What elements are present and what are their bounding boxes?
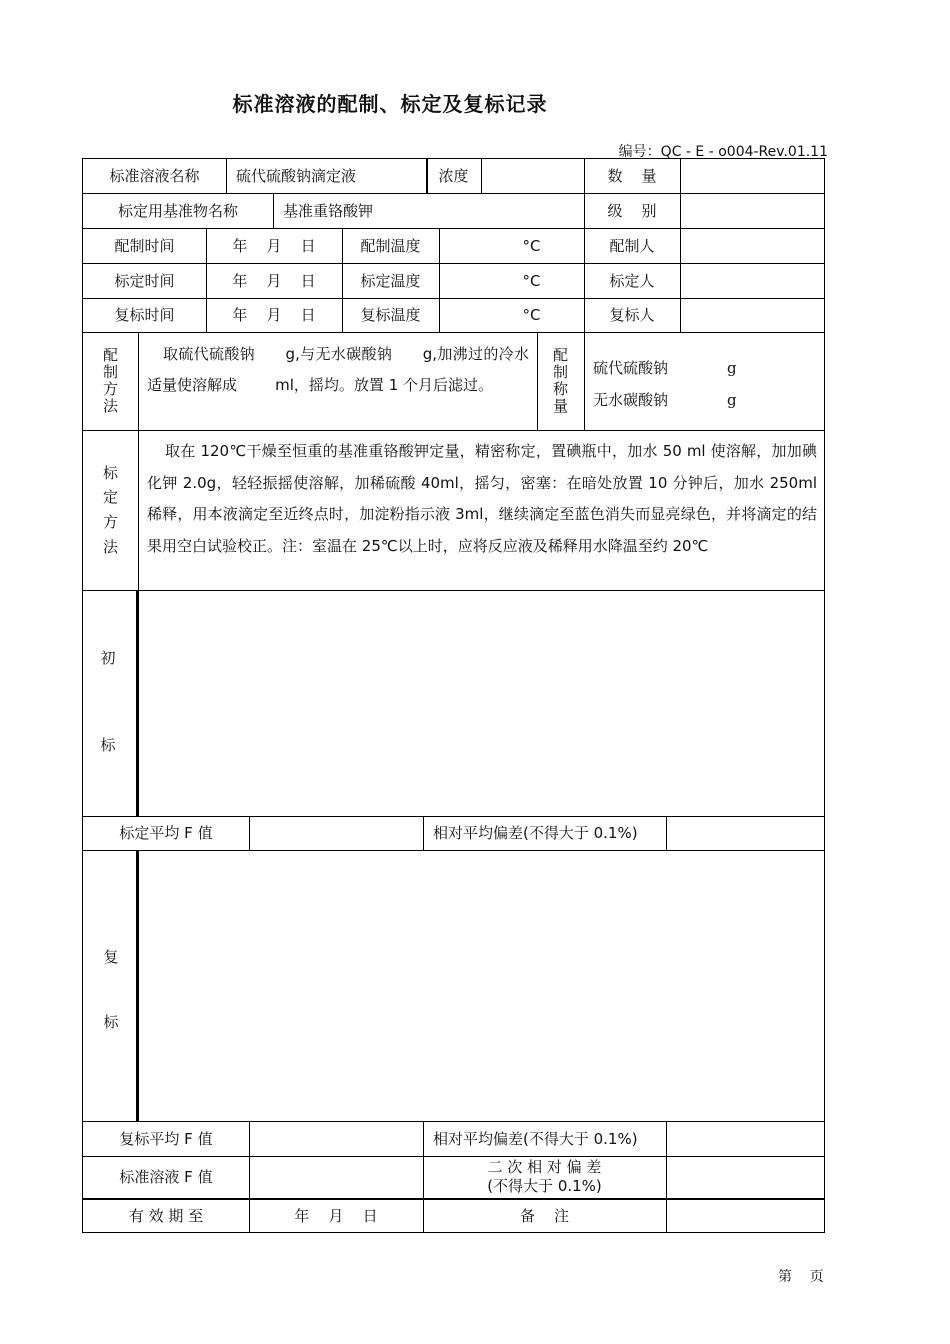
second-rel-dev-label	[423, 1156, 666, 1198]
weigh-item-name: 硫代硫酸钠	[593, 359, 669, 377]
grade-label: 级 别	[607, 201, 657, 220]
prep-date-field[interactable]: 年 月 日	[232, 236, 316, 255]
document-number: 编号：QC - E - o004-Rev.01.11	[618, 144, 828, 160]
solution-name-label: 标准溶液名称	[109, 167, 200, 185]
grade-field[interactable]	[680, 193, 824, 228]
prep-method-label: 配 制 方 法	[102, 345, 118, 416]
initial-calibration-area[interactable]	[139, 591, 824, 816]
concentration-label: 浓度	[438, 167, 469, 185]
recheck-temp-label: 复标温度	[360, 306, 421, 324]
second-rel-dev-line2: (不得大于 0.1%)	[487, 1177, 602, 1195]
valid-until-date-field[interactable]: 年 月 日	[294, 1206, 378, 1225]
recheck-label-top: 复	[103, 948, 119, 966]
calib-method-text: 取在 120℃干燥至恒重的基准重铬酸钾定量，精密称定，置碘瓶中，加水 50 ml 使溶解，加加碘化钾 2.0g，轻轻振摇使溶解，加稀硫酸 40ml，摇匀，密塞：在暗处放置 10 分钟后，加水 250ml 稀释，用本液滴定至近终点时，加淀粉指示液 3ml，继续滴定至蓝色消失而显亮绿色，并将滴定的结果用空白试验校正。注：室温在 25℃以上时，应将反应液及稀释用水降温至约 20℃	[147, 442, 817, 555]
recheck-label-bottom: 标	[103, 1013, 119, 1031]
quantity-label: 数 量	[607, 167, 657, 185]
page-number: 第 页	[778, 1269, 824, 1285]
weigh-item-name: 无水碳酸钠	[593, 391, 669, 409]
recheck-time-label: 复标时间	[114, 306, 175, 324]
quantity-field[interactable]	[680, 159, 824, 193]
remarks-field[interactable]	[666, 1199, 824, 1232]
rechecker-field[interactable]	[680, 298, 824, 332]
valid-until-label: 有 效 期 至	[128, 1206, 204, 1225]
base-substance-value[interactable]: 基准重铬酸钾	[283, 201, 374, 220]
recheck-rel-dev-field[interactable]	[666, 1121, 824, 1156]
prep-time-label: 配制时间	[114, 236, 175, 255]
weigh-item-unit: g	[727, 359, 737, 377]
calibrator-label: 标定人	[609, 271, 655, 290]
record-table	[82, 158, 825, 1233]
calibrator-field[interactable]	[680, 263, 824, 298]
concentration-field[interactable]	[481, 159, 584, 193]
second-rel-dev-field[interactable]	[666, 1156, 824, 1198]
initial-avg-f-label: 标定平均 F 值	[119, 824, 213, 842]
rechecker-label: 复标人	[609, 306, 655, 324]
prep-method-text: 取硫代硫酸钠 g,与无水碳酸钠 g,加沸过的冷水适量使溶解成 ml，摇均。放置 1 个月后滤过。	[147, 345, 529, 394]
initial-rel-dev-field[interactable]	[666, 816, 824, 850]
weigh-item-unit: g	[727, 391, 737, 409]
base-substance-label: 标定用基准物名称	[117, 201, 238, 220]
recheck-temp-field[interactable]: °C	[522, 306, 541, 324]
initial-label-top: 初	[100, 649, 116, 667]
final-f-field[interactable]	[249, 1156, 423, 1198]
calib-date-field[interactable]: 年 月 日	[232, 271, 316, 290]
remarks-label: 备 注	[519, 1206, 570, 1225]
prep-temp-label: 配制温度	[360, 236, 421, 255]
calib-time-label: 标定时间	[114, 271, 175, 290]
prep-temp-field[interactable]: °C	[522, 236, 541, 255]
weighing-label: 配 制 称 量	[552, 345, 568, 416]
recheck-rel-dev-label: 相对平均偏差(不得大于 0.1%)	[433, 1129, 638, 1148]
initial-avg-f-field[interactable]	[249, 816, 423, 850]
second-rel-dev-line1: 二 次 相 对 偏 差	[487, 1158, 602, 1177]
recheck-area[interactable]	[139, 851, 824, 1121]
document-title: 标准溶液的配制、标定及复标记录	[232, 92, 548, 116]
preparer-label: 配制人	[609, 236, 655, 255]
recheck-avg-f-field[interactable]	[249, 1121, 423, 1156]
initial-rel-dev-label: 相对平均偏差(不得大于 0.1%)	[433, 824, 638, 842]
recheck-date-field[interactable]: 年 月 日	[232, 306, 316, 324]
calib-temp-field[interactable]: °C	[522, 271, 541, 290]
solution-name-value[interactable]: 硫代硫酸钠滴定液	[236, 167, 357, 185]
initial-label-bottom: 标	[100, 736, 116, 754]
calib-temp-label: 标定温度	[360, 271, 421, 290]
recheck-avg-f-label: 复标平均 F 值	[119, 1129, 213, 1148]
calib-method-label: 标 定 方 法	[102, 463, 118, 556]
final-f-label: 标准溶液 F 值	[119, 1168, 213, 1186]
preparer-field[interactable]	[680, 228, 824, 263]
